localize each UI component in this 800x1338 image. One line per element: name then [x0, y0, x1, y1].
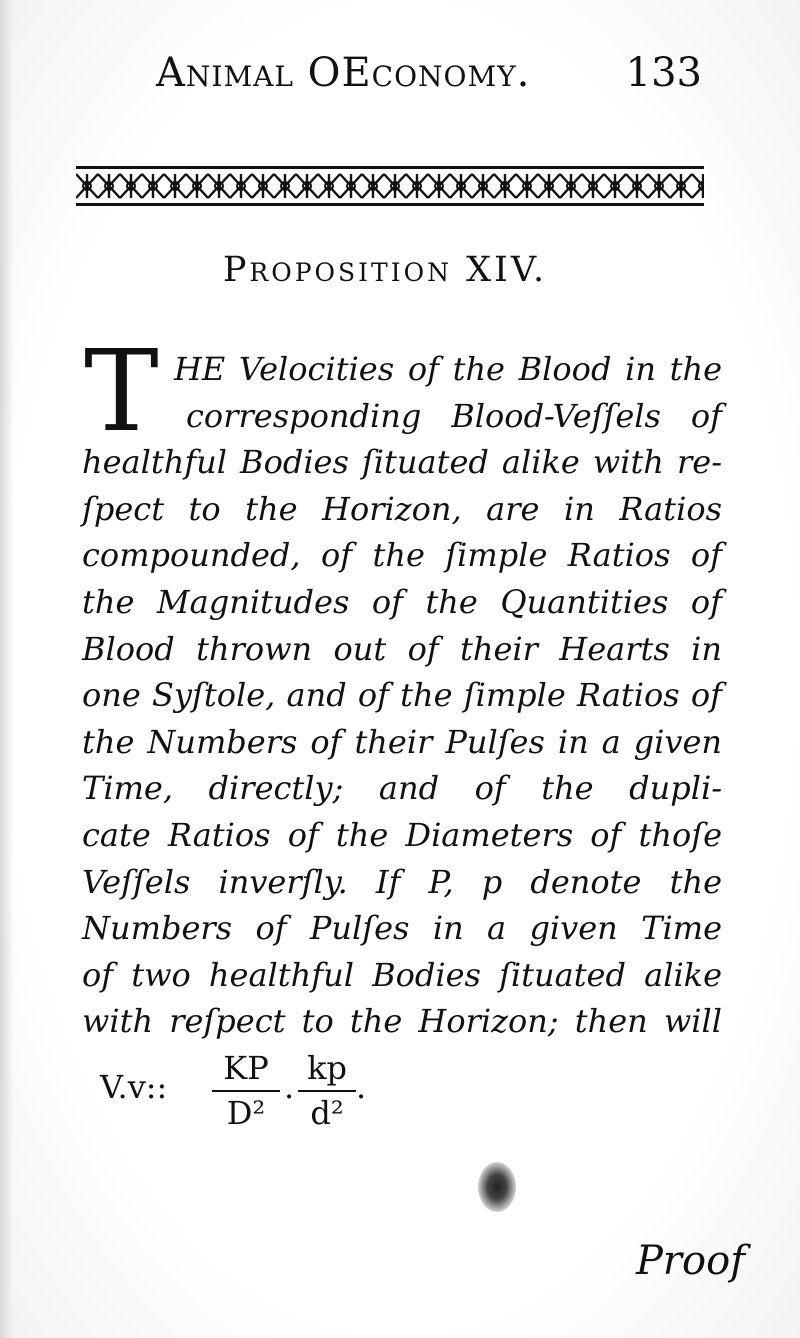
ornamental-rule: [76, 164, 704, 208]
ornament-unit: [76, 174, 98, 198]
ornament-unit: [186, 174, 208, 198]
ornament-unit: [362, 174, 384, 198]
ornament-unit: [164, 174, 186, 198]
text-line: cate Ratios of the Diameters of thoſe: [82, 815, 722, 854]
formula-separator: .: [284, 1068, 295, 1106]
catchword: Proof: [636, 1238, 746, 1284]
running-head: Animal OEconomy.: [156, 50, 531, 96]
ornament-unit: [296, 174, 318, 198]
fraction-numerator: KP: [212, 1048, 280, 1092]
velocity-formula: [100, 1048, 420, 1148]
text-line: with reſpect to the Horizon; then will: [82, 1002, 722, 1041]
ornament-top-rule: [76, 166, 704, 169]
ornament-unit: [604, 174, 626, 198]
text-line: HE Velocities of the Blood in the: [174, 350, 722, 388]
fraction-small-kp-over-d2: [298, 1048, 356, 1134]
ornament-unit: [208, 174, 230, 198]
ornament-unit: [252, 174, 274, 198]
fraction-denominator: D²: [226, 1094, 266, 1132]
ornament-unit: [626, 174, 648, 198]
formula-end: .: [356, 1068, 367, 1106]
text-line: of two healthful Bodies ſituated alike: [82, 955, 722, 994]
ornament-unit: [560, 174, 582, 198]
ornament-bottom-rule: [76, 203, 704, 206]
text-line: Numbers of Pulſes in a given Time: [82, 909, 722, 948]
ink-blot: [478, 1162, 516, 1212]
ornament-unit: [670, 174, 692, 198]
ornament-unit: [582, 174, 604, 198]
proposition-text: [82, 346, 722, 1045]
text-line: healthful Bodies ſituated alike with re-: [82, 443, 722, 482]
page-number: 133: [625, 50, 702, 96]
text-line: Veſſels inverſly. If P, p denote the: [82, 862, 722, 901]
text-line: one Syſtole, and of the ſimple Ratios of: [82, 676, 722, 715]
ornament-unit: [494, 174, 516, 198]
ornament-unit: [450, 174, 472, 198]
text-line: Blood thrown out of their Hearts in: [82, 629, 722, 668]
formula-lhs: V.v::: [100, 1068, 168, 1106]
ornament-unit: [274, 174, 296, 198]
drop-cap: T: [84, 327, 159, 457]
ornament-unit: [230, 174, 252, 198]
proposition-title: Proposition XIV.: [222, 250, 548, 290]
text-line: compounded, of the ſimple Ratios of: [82, 536, 722, 575]
text-line: ſpect to the Horizon, are in Ratios: [82, 489, 722, 528]
text-line: corresponding Blood-Veſſels of: [186, 396, 722, 435]
ornament-unit: [692, 174, 704, 198]
ornament-unit: [384, 174, 406, 198]
fraction-numerator: kp: [298, 1048, 356, 1092]
fraction-kp-over-d2: [212, 1048, 280, 1134]
ornament-unit: [340, 174, 362, 198]
ornament-unit: [472, 174, 494, 198]
ornament-unit: [516, 174, 538, 198]
text-line: the Numbers of their Pulſes in a given: [82, 722, 722, 761]
ornament-unit: [120, 174, 142, 198]
scan-edge: [0, 0, 14, 1338]
ornament-unit: [428, 174, 450, 198]
ornament-unit: [98, 174, 120, 198]
ornament-unit: [406, 174, 428, 198]
ornament-unit: [538, 174, 560, 198]
ornament-unit: [318, 174, 340, 198]
page-header: [150, 42, 710, 102]
ornament-unit: [142, 174, 164, 198]
text-line: Time, directly; and of the dupli-: [82, 769, 722, 808]
ornament-unit: [648, 174, 670, 198]
text-line: the Magnitudes of the Quantities of: [82, 582, 722, 621]
fraction-denominator: d²: [310, 1094, 344, 1132]
ornament-pattern: [76, 164, 704, 208]
